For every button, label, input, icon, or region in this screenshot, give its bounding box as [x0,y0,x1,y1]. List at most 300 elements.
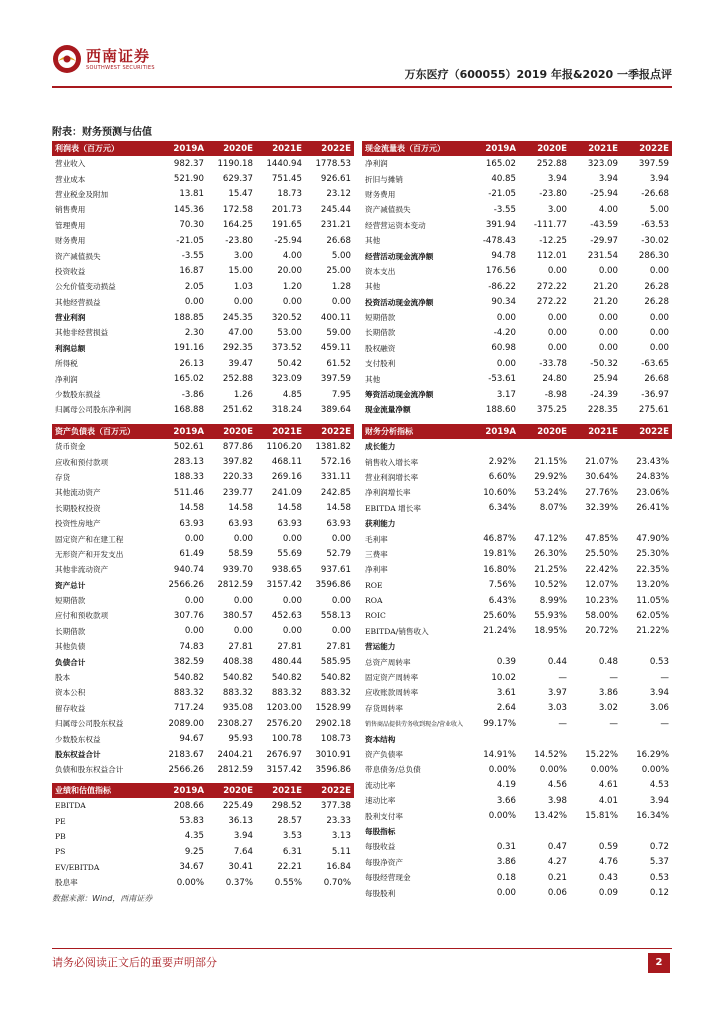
row-label: 固定资产周转率 [365,673,419,683]
table-row [52,187,354,202]
value-cell: 751.45 [271,174,302,185]
table-row [362,202,672,217]
value-cell: 27.81 [277,641,302,652]
value-cell: 63.93 [179,518,204,529]
value-cell: 3.17 [496,389,516,400]
value-cell: -478.43 [482,235,516,246]
table-row [362,187,672,202]
row-label: 成长能力 [365,442,396,452]
value-cell: 717.24 [173,703,204,714]
table-title: 资产负债表（百万元） [52,424,158,439]
value-cell: 14.58 [179,503,204,514]
value-cell: 7.95 [331,389,351,400]
row-label: EBITDA 增长率 [365,503,421,513]
table-title: 业绩和估值指标 [52,783,158,798]
value-cell: 3596.86 [315,580,351,591]
row-label: 资本结构 [365,734,396,744]
value-cell: 34.67 [179,862,204,873]
value-cell: 0.00 [496,358,516,369]
row-label: 净利润 [55,374,78,384]
table-row [52,593,354,608]
value-cell: -33.78 [539,358,567,369]
row-label: 少数股东损益 [55,390,101,400]
value-cell: -8.98 [544,389,567,400]
table-row [362,470,672,485]
value-cell: 62.05% [636,610,669,621]
table-row [52,248,354,263]
table-row [52,402,354,417]
row-label: 资产负债率 [365,750,403,759]
row-label: 营业收入 [55,159,86,169]
value-cell: 0.00 [184,595,204,606]
value-cell: 2.64 [496,703,516,714]
value-cell: 938.65 [271,564,302,575]
value-cell [621,731,672,746]
value-cell: 24.83% [636,472,669,483]
value-cell [570,639,621,654]
table-row [362,731,672,746]
value-cell: 23.06% [636,487,669,498]
page-number: 2 [648,953,670,973]
value-cell: 0.53 [649,657,669,668]
table-row [52,156,354,171]
value-cell: -3.55 [493,204,516,215]
value-cell: 99.17% [483,718,516,729]
data-source-note: 数据来源：Wind，西南证券 [52,894,153,903]
value-cell: 21.24% [483,626,516,637]
value-cell: 1440.94 [266,158,302,169]
value-cell: 16.80% [483,564,516,575]
value-cell: 61.52 [326,358,351,369]
row-label: 其他非经营损益 [55,328,109,338]
value-cell: 251.62 [222,404,253,415]
table-row [52,264,354,279]
value-cell: 14.58 [228,503,253,514]
value-cell: 0.00% [641,764,669,775]
value-cell: 2.30 [184,327,204,338]
table-row [362,371,672,386]
value-cell: 4.01 [598,795,618,806]
value-cell: 3.94 [649,174,669,185]
value-cell [570,439,621,454]
value-cell: 21.07% [585,457,618,468]
value-cell: 1528.99 [315,703,351,714]
cash-flow-table [362,141,672,418]
row-label: 每股股利 [365,888,396,898]
value-cell: -111.77 [533,220,567,231]
table-row [52,501,354,516]
value-cell [519,516,570,531]
value-cell: 176.56 [485,266,516,277]
value-cell: 53.83 [179,816,204,827]
value-cell: 0.59 [598,841,618,852]
value-cell [570,731,621,746]
value-cell: 307.76 [173,610,204,621]
value-cell: 47.00 [228,327,253,338]
value-cell: 112.01 [536,251,567,262]
value-cell [621,516,672,531]
value-cell: 1.26 [233,389,253,400]
value-cell: 245.44 [320,204,351,215]
value-cell: 0.00 [331,595,351,606]
value-cell: 0.00 [282,626,302,637]
value-cell: 3.86 [496,857,516,868]
table-row [52,608,354,623]
value-cell: 1203.00 [266,703,302,714]
row-label: 支付股利 [365,359,396,369]
value-cell: 7.56% [488,580,516,591]
value-cell: 55.93% [534,610,567,621]
row-label: 营业税金及附加 [55,189,109,199]
value-cell: 13.20% [636,580,669,591]
row-label: 资本支出 [365,266,396,276]
value-cell: 47.90% [636,534,669,545]
value-cell [468,439,519,454]
table-row [362,747,672,762]
value-cell: 188.33 [173,472,204,483]
value-cell: 94.78 [491,251,516,262]
value-cell: 191.65 [271,220,302,231]
value-cell: 0.00 [598,266,618,277]
value-cell: 0.00 [598,343,618,354]
table-row [52,356,354,371]
row-label: 投资活动现金流净额 [365,297,434,307]
row-label: 其他非流动资产 [55,565,109,575]
row-label: 现金流量净额 [365,405,411,415]
value-cell: -43.59 [590,220,618,231]
table-row [52,171,354,186]
value-cell: 323.09 [271,374,302,385]
value-cell: 1106.20 [266,441,302,452]
value-cell: 23.33 [326,816,351,827]
value-cell: 3.00 [233,251,253,262]
value-cell [621,824,672,839]
value-cell: 0.00% [539,764,567,775]
table-row [362,701,672,716]
value-cell: 228.35 [587,404,618,415]
value-cell: 14.58 [277,503,302,514]
value-cell: 7.64 [233,846,253,857]
row-label: 货币资金 [55,442,86,452]
table-row [362,885,672,900]
value-cell: 0.00% [176,877,204,888]
value-cell: 2.05 [184,281,204,292]
value-cell [621,639,672,654]
year-column-header: 2020E [519,141,570,156]
value-cell: 1.20 [282,281,302,292]
value-cell: 0.53 [649,872,669,883]
value-cell: 5.00 [649,204,669,215]
value-cell: -53.61 [488,374,516,385]
value-cell: 400.11 [320,312,351,323]
value-cell: 0.00 [184,534,204,545]
value-cell: 26.68 [326,235,351,246]
value-cell: 63.93 [326,518,351,529]
value-cell: 320.52 [271,312,302,323]
value-cell: 25.94 [593,374,618,385]
value-cell: 94.67 [179,734,204,745]
value-cell: 3.61 [496,687,516,698]
row-label: 资产总计 [55,580,86,590]
row-label: 留存收益 [55,703,86,713]
value-cell: 4.00 [598,204,618,215]
value-cell: 397.59 [638,158,669,169]
value-cell: 201.73 [271,204,302,215]
row-label: 速动比率 [365,796,396,806]
value-cell: 188.60 [485,404,516,415]
row-label: 股东权益合计 [55,750,101,759]
value-cell: -12.25 [539,235,567,246]
row-label: 所得税 [55,359,78,369]
value-cell: 74.83 [179,641,204,652]
row-label: 毛利率 [365,534,388,544]
value-cell: 165.02 [173,374,204,385]
value-cell: 0.00 [598,327,618,338]
value-cell: 0.12 [649,888,669,899]
table-row [362,454,672,469]
value-cell: 47.85% [585,534,618,545]
value-cell: 0.00 [184,297,204,308]
value-cell: 108.73 [320,734,351,745]
table-row [362,387,672,402]
value-cell: 24.80 [542,374,567,385]
table-row [362,654,672,669]
value-cell: 6.43% [488,595,516,606]
value-cell: 3.53 [282,831,302,842]
row-label: 归属母公司股东权益 [55,719,124,729]
value-cell: 6.34% [488,503,516,514]
value-cell: 0.00 [282,534,302,545]
value-cell: 3.13 [331,831,351,842]
value-cell: 459.11 [320,343,351,354]
row-label: 获利能力 [365,519,396,529]
value-cell: 172.58 [222,204,253,215]
value-cell: 26.28 [644,297,669,308]
row-label: 其他负债 [55,642,86,652]
value-cell: 0.43 [598,872,618,883]
row-label: 其他流动资产 [55,488,101,498]
row-label: 筹资活动现金流净额 [365,390,434,400]
row-label: 短期借款 [365,313,396,323]
value-cell: 0.00 [233,626,253,637]
row-label: 少数股东权益 [55,734,101,744]
value-cell: 292.35 [222,343,253,354]
table-row [362,501,672,516]
row-label: 股利支付率 [365,811,403,821]
value-cell: -29.97 [590,235,618,246]
value-cell: 0.00 [233,595,253,606]
row-label: 销售费用 [55,205,86,215]
value-cell: 382.59 [173,657,204,668]
value-cell: 4.35 [184,831,204,842]
row-label: 每股指标 [365,826,396,836]
value-cell: 20.72% [585,626,618,637]
row-label: PS [55,847,66,857]
value-cell: 883.32 [222,687,253,698]
value-cell: 2812.59 [217,764,253,775]
row-label: ROIC [365,611,386,621]
value-cell: 3.02 [598,703,618,714]
value-cell: 0.00 [233,534,253,545]
value-cell: 883.32 [271,687,302,698]
value-cell: 0.00 [331,626,351,637]
value-cell: 11.05% [636,595,669,606]
row-label: EBITDA [55,801,86,811]
value-cell: 15.22% [585,749,618,760]
value-cell: 0.37% [225,877,253,888]
value-cell: 59.00 [326,327,351,338]
table-row [362,608,672,623]
value-cell: 4.61 [598,780,618,791]
value-cell: 252.88 [222,374,253,385]
value-cell: 0.00 [547,266,567,277]
value-cell: 19.81% [483,549,516,560]
year-column-header: 2020E [207,141,256,156]
value-cell: 3.86 [598,687,618,698]
table-row [362,218,672,233]
row-label: ROA [365,596,383,606]
value-cell: 245.35 [222,312,253,323]
row-label: PB [55,831,66,841]
table-row [52,685,354,700]
value-cell: 3.06 [649,703,669,714]
value-cell [468,516,519,531]
value-cell: 55.69 [277,549,302,560]
row-label: 净利润 [365,159,388,169]
value-cell: 1190.18 [217,158,253,169]
row-label: 每股净资产 [365,857,403,867]
row-label: 投资收益 [55,266,86,276]
table-row [362,325,672,340]
row-label: 负债合计 [55,657,86,667]
value-cell: 323.09 [587,158,618,169]
value-cell: 283.13 [173,457,204,468]
value-cell: 10.60% [483,487,516,498]
value-cell: 26.30% [534,549,567,560]
value-cell: 3596.86 [315,764,351,775]
row-label: 销售商品提供劳务收到现金/营业收入 [365,721,464,729]
value-cell: 26.28 [644,281,669,292]
value-cell: 18.95% [534,626,567,637]
value-cell: 3.94 [598,174,618,185]
value-cell: 0.44 [547,657,567,668]
value-cell: 0.00 [547,312,567,323]
table-row [52,371,354,386]
value-cell: 286.30 [638,251,669,262]
value-cell: 50.42 [277,358,302,369]
value-cell: 0.00 [331,534,351,545]
value-cell: 3.00 [547,204,567,215]
value-cell: 6.60% [488,472,516,483]
table-row [362,685,672,700]
value-cell: -3.86 [181,389,204,400]
table-row [52,295,354,310]
income-statement-table [52,141,354,418]
value-cell: 373.52 [271,343,302,354]
value-cell: 2676.97 [266,749,302,760]
value-cell: 4.76 [598,857,618,868]
value-cell: 629.37 [222,174,253,185]
year-column-header: 2021E [256,141,305,156]
value-cell: 585.95 [320,657,351,668]
value-cell: 0.00 [598,312,618,323]
value-cell: 502.61 [173,441,204,452]
year-column-header: 2021E [570,424,621,439]
value-cell: 21.20 [593,281,618,292]
value-cell: 0.00% [590,764,618,775]
row-label: 经营营运资本变动 [365,220,426,230]
balance-sheet-table [52,424,354,778]
value-cell: 10.23% [585,595,618,606]
value-cell: 225.49 [222,800,253,811]
value-cell: -4.20 [493,327,516,338]
value-cell: 25.30% [636,549,669,560]
value-cell: 18.73 [277,189,302,200]
table-row [362,248,672,263]
table-row [362,639,672,654]
row-label: EBITDA/销售收入 [365,626,429,636]
table-row [52,454,354,469]
value-cell [468,824,519,839]
value-cell: 937.61 [320,564,351,575]
value-cell: 23.43% [636,457,669,468]
value-cell: 272.22 [536,281,567,292]
value-cell: 877.86 [222,441,253,452]
table-row [52,875,354,890]
row-label: 折旧与摊销 [365,174,403,184]
value-cell: 3.98 [547,795,567,806]
value-cell: 0.00 [547,343,567,354]
row-label: 固定资产和在建工程 [55,534,124,544]
row-label: 投资性房地产 [55,519,101,529]
row-label: 负债和股东权益合计 [55,765,124,775]
company-logo [52,42,192,80]
value-cell: 0.48 [598,657,618,668]
value-cell: 53.00 [277,327,302,338]
table-row [52,747,354,762]
row-label: 总资产周转率 [365,657,411,667]
value-cell: 165.02 [485,158,516,169]
year-column-header: 2019A [158,141,207,156]
row-label: 每股经营现金 [365,873,411,883]
value-cell: 3.94 [233,831,253,842]
row-label: EV/EBITDA [55,862,100,872]
year-column-header: 2019A [158,783,207,798]
value-cell: 935.08 [222,703,253,714]
value-cell: -21.05 [488,189,516,200]
value-cell: 2576.20 [266,718,302,729]
table-row [362,762,672,777]
table-row [362,531,672,546]
value-cell: 23.12 [326,189,351,200]
value-cell: 0.00% [488,811,516,822]
value-cell: 63.93 [228,518,253,529]
value-cell: 2566.26 [168,764,204,775]
value-cell: 252.88 [536,158,567,169]
row-label: 短期借款 [55,596,86,606]
value-cell: 3157.42 [266,764,302,775]
row-label: 资产减值损失 [55,251,101,261]
table-row [362,855,672,870]
value-cell [468,731,519,746]
value-cell: 13.81 [179,189,204,200]
row-label: PE [55,816,66,826]
row-label: 其他 [365,282,381,292]
value-cell: — [558,672,567,683]
row-label: 其他经营损益 [55,297,101,307]
appendix-title: 附表：财务预测与估值 [52,127,152,138]
value-cell: 0.21 [547,872,567,883]
